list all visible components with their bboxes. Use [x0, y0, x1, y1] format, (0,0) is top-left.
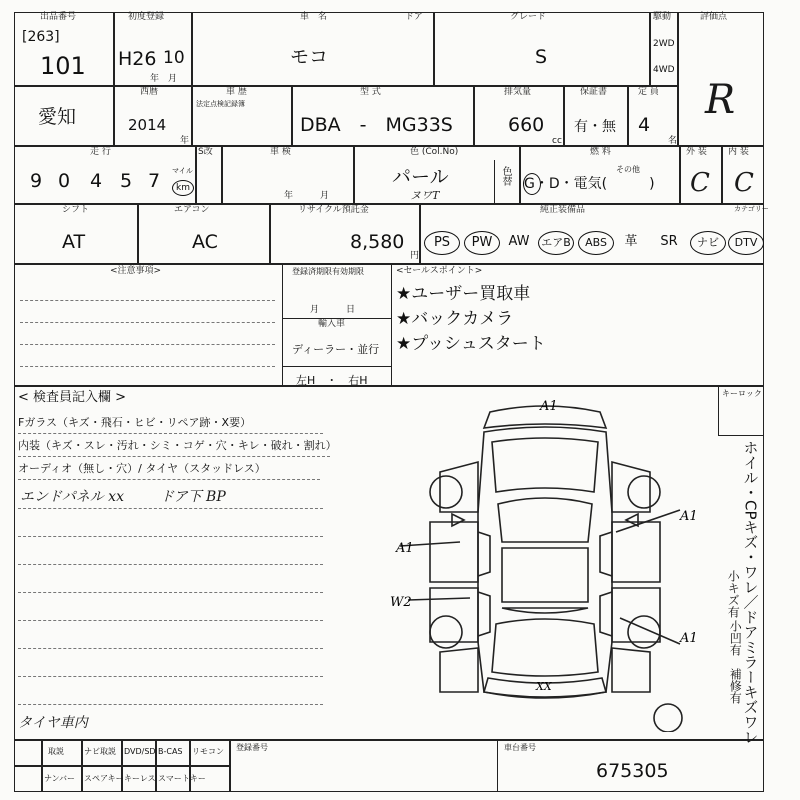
sales-point: ★ユーザー買取車 [396, 284, 531, 304]
accessory-cell [14, 740, 42, 766]
score-label: 評価点 [700, 12, 728, 22]
vertical-note-scratch: 小キズ有 [726, 570, 741, 618]
accessory-item: ナンバー [44, 774, 76, 783]
sales-label: <セールスポイント> [396, 266, 483, 276]
windshield-line: Fガラス（キズ・飛石・ヒビ・リペア跡・X要） [18, 416, 252, 429]
accessory-item: リモコン [192, 747, 224, 756]
year-label: 西暦 [140, 87, 159, 97]
model-year: 2014 [128, 116, 167, 134]
capacity-label: 定 員 [638, 87, 659, 97]
equip-sunroof: SR [660, 234, 678, 249]
diagram-mark: A1 [680, 631, 698, 646]
sales-point: ★プッシュスタート [396, 334, 546, 354]
accessory-item: ナビ取説 [84, 747, 116, 756]
accessory-item: スマートキー [158, 774, 206, 783]
model-label: 型 式 [360, 87, 381, 97]
km-unit-circled: km [172, 180, 194, 196]
equip-pw: PW [464, 231, 500, 255]
model-year-unit: 年 [180, 136, 190, 146]
recycle-label: リサイクル預託金 [298, 205, 369, 215]
audio-tire-line: オーディオ（無し・穴）/ タイヤ（スタッドレス） [18, 462, 266, 475]
equip-airbag: エアB [538, 231, 574, 255]
footer-handwritten: タイヤ車内 [18, 715, 88, 731]
handwritten-panel: エンドパネル xx [20, 489, 124, 505]
displacement: 660 [508, 114, 545, 136]
reg-number-box [230, 740, 498, 792]
interior-grade: C [734, 168, 754, 198]
recycle-fee: 8,580 [350, 231, 405, 253]
grade-label: グレード [510, 12, 547, 22]
handwritten-door: ドア下 BP [160, 489, 226, 505]
equip-dtv: DTV [728, 231, 764, 255]
score-value: R [705, 77, 736, 123]
color-label: 色 (Col.No) [410, 147, 459, 157]
car-damage-diagram [380, 392, 710, 732]
accessory-item: B-CAS [158, 747, 183, 756]
warranty-label: 保証書 [580, 87, 608, 97]
inspection-title: < 検査員記入欄 > [18, 390, 127, 405]
drive-4wd: 4WD [653, 65, 675, 75]
ac: AC [192, 231, 218, 253]
venue-code: [263] [22, 29, 60, 45]
capacity-unit: 名 [668, 136, 678, 146]
key-lock-label: キーロック [722, 389, 762, 398]
caution-label: <注意事項> [110, 266, 162, 276]
fuel-label: 燃 料 [590, 147, 611, 157]
color: パール [392, 166, 449, 188]
exhibit-label: 出品番号 [40, 12, 77, 22]
drive-label: 駆動 [653, 12, 672, 22]
capacity: 4 [638, 114, 651, 136]
reg-month: 10 [163, 48, 185, 68]
diagram-mark: W2 [390, 595, 412, 610]
handle-side: 左H ・ 右H [296, 374, 368, 387]
accessory-item: キーレス [124, 774, 156, 783]
equip-ps: PS [424, 231, 460, 255]
mileage-digit: 0 [58, 170, 71, 192]
vertical-note-wheel: ホイル・CPキズ・ワレ／ドアミラーキズワレ [741, 440, 760, 745]
shift: AT [62, 231, 86, 253]
exterior-grade: C [690, 168, 710, 198]
chassis-number: 675305 [596, 760, 669, 782]
mileage-digit: 9 [30, 170, 43, 192]
interior-line: 内装（キズ・スレ・汚れ・シミ・コゲ・穴・キレ・破れ・割れ） [18, 439, 337, 452]
grade-value: S [535, 46, 548, 68]
shift-label: シフト [62, 205, 90, 215]
mileage-digit: 7 [148, 170, 161, 192]
diagram-mark: XX [536, 680, 552, 693]
color-note: ヌワT [410, 189, 440, 202]
diagram-mark: A1 [540, 399, 558, 414]
s-label: S改 [198, 147, 213, 157]
shaken-unit: 年 月 [284, 191, 330, 201]
accessory-item: スペアキー [84, 774, 124, 783]
history-sub: 法定点検記録簿 [196, 100, 245, 108]
import-label: 輸入車 [318, 319, 346, 329]
equip-aw: AW [508, 234, 530, 249]
history-label: 車 歴 [226, 87, 247, 97]
chassis-label: 車台番号 [504, 743, 536, 752]
accessory-item: 取説 [48, 747, 64, 756]
first-reg-label: 初度登録 [128, 12, 165, 22]
gas-circle [523, 173, 541, 195]
fuel: G・D・電気( ) [524, 176, 655, 192]
shaken-label: 車 検 [270, 147, 291, 157]
mileage-digit: 5 [120, 170, 133, 192]
equip-abs: ABS [578, 231, 614, 255]
reg-expiry-month: 月 日 [310, 305, 356, 315]
lot-number: 101 [40, 52, 86, 80]
reg-unit: 年 月 [150, 74, 178, 84]
ext-label: 外 装 [686, 147, 707, 157]
fuel-other: その他 [616, 165, 640, 174]
equip-leather: 革 [624, 234, 638, 249]
door-label: ドア [405, 12, 423, 22]
model-code: DBA - MG33S [300, 114, 453, 136]
dealer-parallel: ディーラー・並行 [292, 343, 380, 356]
prefecture: 愛知 [38, 106, 77, 128]
equip-navi: ナビ [690, 231, 726, 255]
accessory-cell [14, 766, 42, 792]
mileage-label: 走 行 [90, 147, 111, 157]
mileage-digit: 4 [90, 170, 103, 192]
recycle-unit: 円 [410, 251, 420, 261]
reg-expiry-label: 登録済期限有効期限 [292, 267, 364, 276]
displacement-label: 排気量 [504, 87, 532, 97]
color-change: 色替 [500, 166, 511, 186]
diagram-mark: A1 [680, 509, 698, 524]
displacement-unit: cc [552, 136, 562, 146]
vertical-note-dent: 小凹有 補修有 [728, 620, 743, 704]
sales-point: ★バックカメラ [396, 309, 514, 329]
ac-label: エアコン [174, 205, 210, 215]
accessory-item: DVD/SD [124, 747, 156, 756]
car-name-label: 車 名 [300, 12, 328, 22]
reg-era-year: H26 [118, 48, 157, 70]
diagram-mark: A1 [396, 541, 414, 556]
car-name: モコ [290, 46, 329, 68]
category-label: カテゴリー [734, 205, 769, 213]
int-label: 内 装 [728, 147, 749, 157]
warranty: 有・無 [574, 119, 616, 135]
reg-number-label: 登録番号 [236, 743, 268, 752]
equipment-label: 純正装備品 [540, 205, 586, 215]
mile-label: マイル [172, 167, 193, 175]
drive-2wd: 2WD [653, 39, 675, 49]
